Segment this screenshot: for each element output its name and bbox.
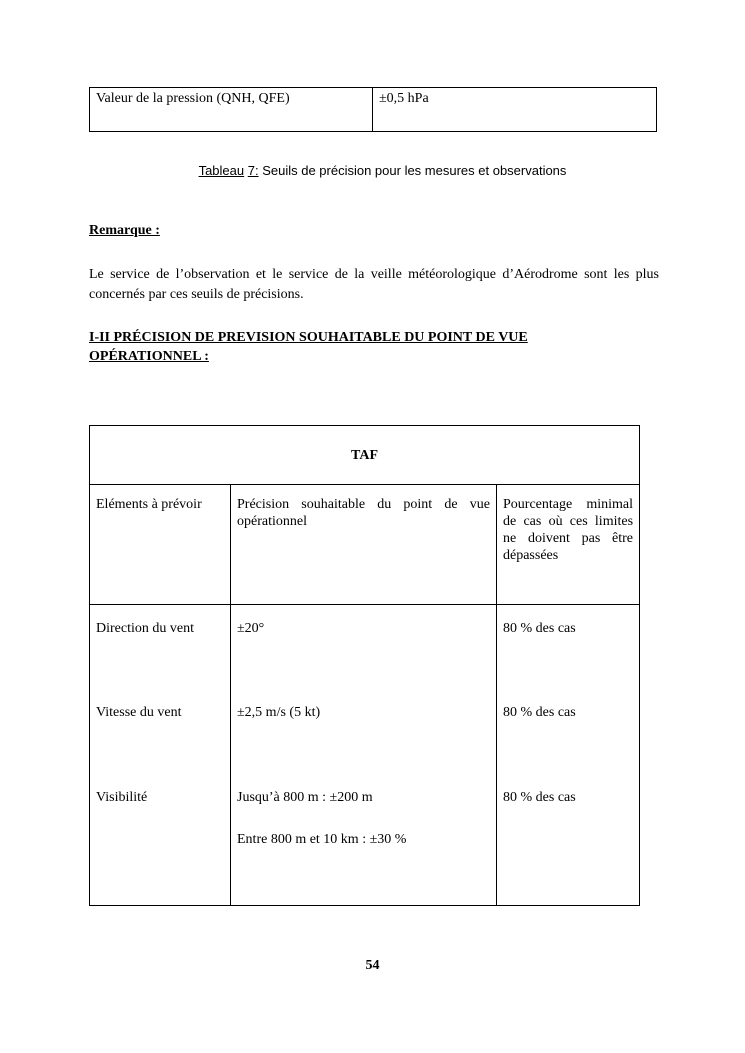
- header-percentage: Pourcentage minimal de cas où ces limites ne doivent pas être dépassées: [497, 485, 640, 605]
- percentage-wind-direction: 80 % des cas: [503, 621, 576, 636]
- precision-column: [231, 605, 497, 906]
- remark-heading: Remarque :: [89, 223, 160, 238]
- table-caption: [0, 163, 745, 178]
- pressure-table: [89, 87, 657, 132]
- percentage-column: [497, 605, 640, 906]
- percentage-visibility: 80 % des cas: [503, 790, 576, 805]
- taf-title-row: [90, 426, 640, 485]
- pressure-element-cell: Valeur de la pression (QNH, QFE): [90, 88, 373, 132]
- caption-label: Tableau: [198, 163, 245, 178]
- remark-paragraph: Le service de l’observation et le service de la veille météorologique d’Aérodrome sont les plus concernés par ces seuils de précisions.: [89, 267, 659, 302]
- taf-header-row: [90, 485, 640, 605]
- taf-data-row: [90, 605, 640, 906]
- precision-visibility-high: Entre 800 m et 10 km : ±30 %: [237, 832, 407, 847]
- taf-title: TAF: [90, 426, 640, 485]
- element-wind-speed: Vitesse du vent: [96, 705, 182, 720]
- caption-text: Seuils de précision pour les mesures et observations: [258, 163, 567, 178]
- percentage-wind-speed: 80 % des cas: [503, 705, 576, 720]
- taf-table: [89, 425, 640, 906]
- header-precision: Précision souhaitable du point de vue opérationnel: [231, 485, 497, 605]
- page-number: 54: [365, 958, 380, 973]
- precision-wind-speed: ±2,5 m/s (5 kt): [237, 705, 321, 720]
- header-elements: Eléments à prévoir: [90, 485, 231, 605]
- section-heading: I-II PRÉCISION DE PREVISION SOUHAITABLE DU POINT DE VUE OPÉRATIONNEL :: [89, 330, 528, 364]
- precision-wind-direction: ±20°: [237, 621, 265, 636]
- pressure-value-cell: ±0,5 hPa: [373, 88, 657, 132]
- elements-column: [90, 605, 231, 906]
- caption-number: 7:: [247, 163, 259, 178]
- element-wind-direction: Direction du vent: [96, 621, 194, 636]
- element-visibility: Visibilité: [96, 790, 148, 805]
- precision-visibility-low: Jusqu’à 800 m : ±200 m: [237, 790, 373, 805]
- table-row: [90, 88, 657, 132]
